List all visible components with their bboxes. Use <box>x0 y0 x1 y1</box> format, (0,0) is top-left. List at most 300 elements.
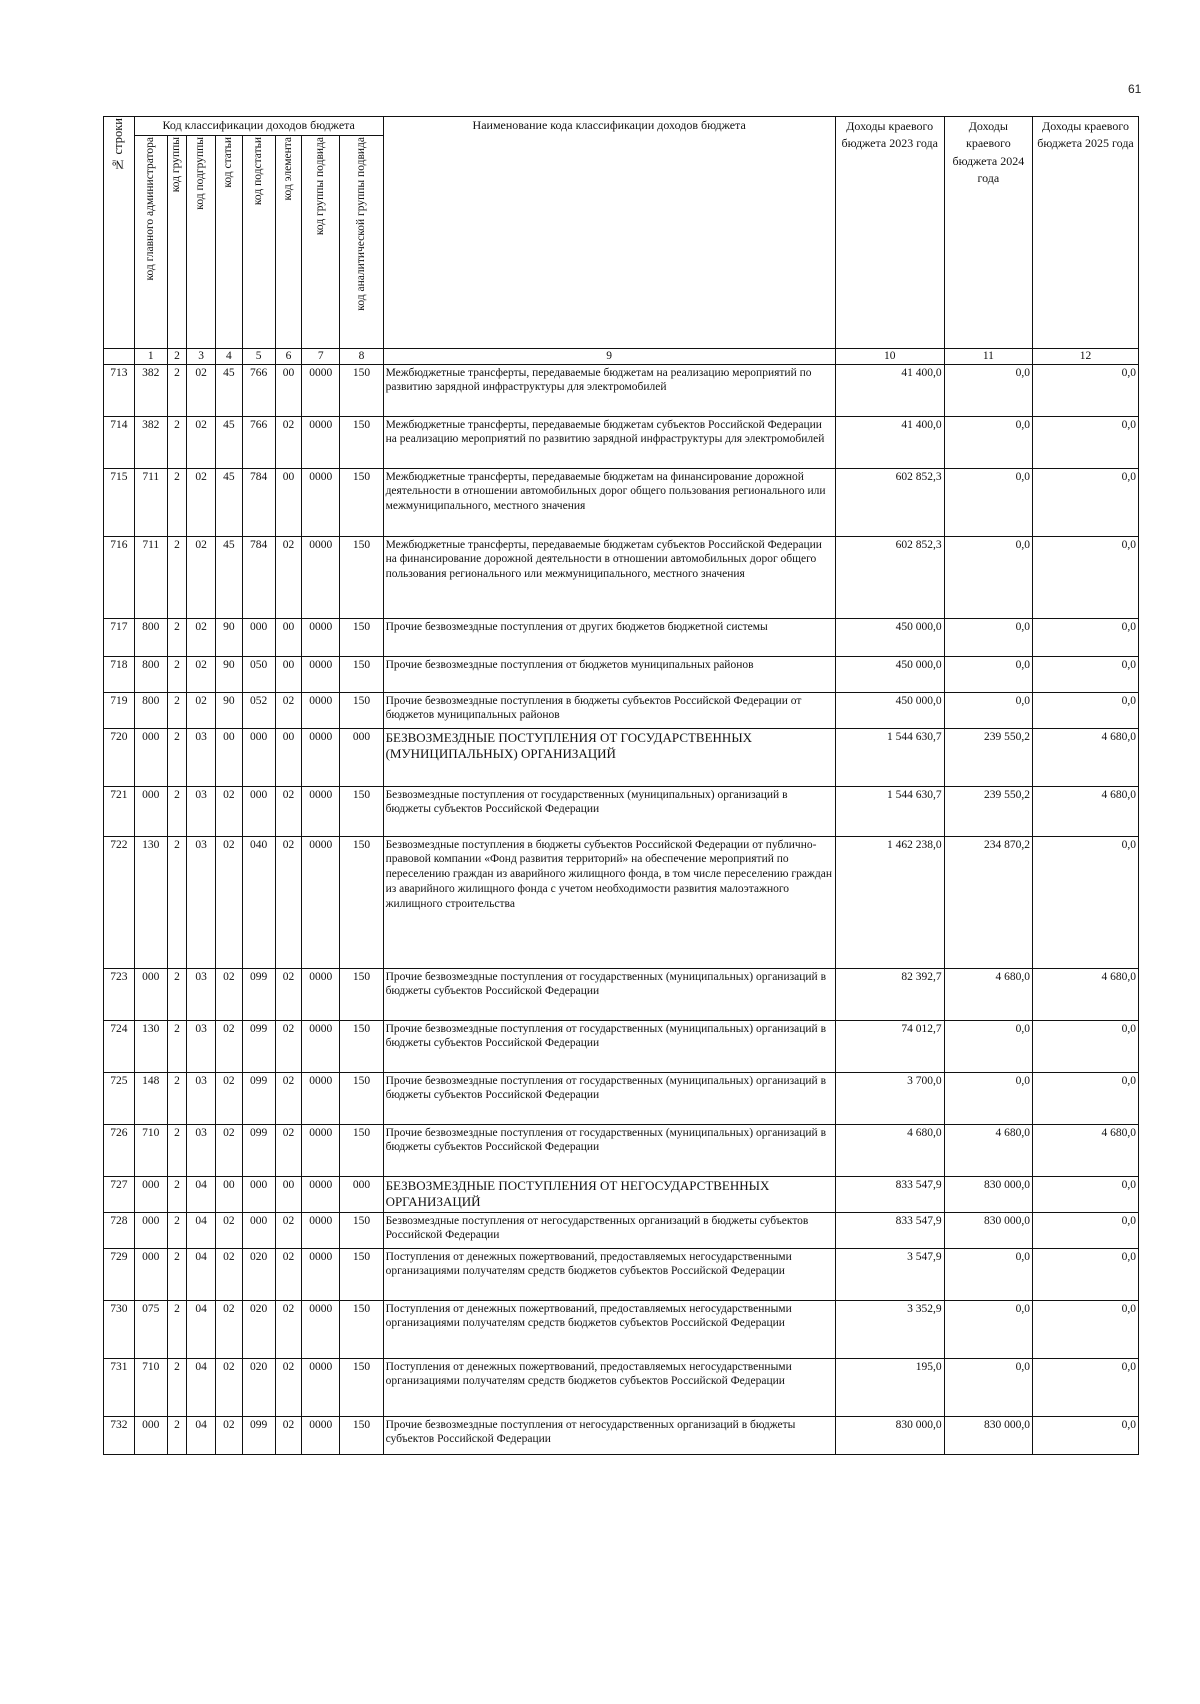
subtype-group-code-cell: 0000 <box>302 656 340 692</box>
subtype-group-code-cell: 0000 <box>302 536 340 618</box>
revenue-2025-cell: 0,0 <box>1033 1212 1139 1248</box>
admin-code-cell: 710 <box>134 1124 167 1176</box>
code-name-cell: Межбюджетные трансферты, передаваемые бюджетам субъектов Российской Федерации на финансирование дорожной деятельности в отношении автомобильных дорог общего пользования регионального или межмуниципального, местного значения <box>383 536 835 618</box>
group-code-cell: 2 <box>167 836 187 968</box>
analytic-group-code-cell: 150 <box>340 536 383 618</box>
analytic-group-code-cell: 150 <box>340 1300 383 1358</box>
table-row <box>104 468 1139 536</box>
subarticle-code-cell: 099 <box>242 1416 275 1454</box>
row-number-cell: 729 <box>104 1248 135 1300</box>
revenue-2025-cell: 0,0 <box>1033 1358 1139 1416</box>
subgroup-code-cell: 04 <box>187 1358 216 1416</box>
subtype-group-code-cell: 0000 <box>302 692 340 728</box>
revenue-2024-cell: 0,0 <box>944 1248 1032 1300</box>
analytic-group-code-cell: 150 <box>340 968 383 1020</box>
subgroup-code-cell: 02 <box>187 536 216 618</box>
revenue-2024-cell: 830 000,0 <box>944 1212 1032 1248</box>
subtype-group-code-cell: 0000 <box>302 1300 340 1358</box>
revenue-2024-cell: 0,0 <box>944 618 1032 656</box>
row-number-cell: 730 <box>104 1300 135 1358</box>
group-code-cell: 2 <box>167 1176 187 1212</box>
group-code-cell: 2 <box>167 1072 187 1124</box>
subgroup-code-cell: 02 <box>187 468 216 536</box>
table-row <box>104 618 1139 656</box>
subgroup-code-cell: 03 <box>187 968 216 1020</box>
revenue-2025-cell: 4 680,0 <box>1033 968 1139 1020</box>
row-number-cell: 727 <box>104 1176 135 1212</box>
subtype-group-code-cell: 0000 <box>302 968 340 1020</box>
code-name-cell: Прочие безвозмездные поступления от государственных (муниципальных) организаций в бюджеты субъектов Российской Федерации <box>383 1020 835 1072</box>
subgroup-code-cell: 04 <box>187 1212 216 1248</box>
code-name-cell: БЕЗВОЗМЕЗДНЫЕ ПОСТУПЛЕНИЯ ОТ НЕГОСУДАРСТВЕННЫХ ОРГАНИЗАЦИЙ <box>383 1176 835 1212</box>
code-name-cell: Прочие безвозмездные поступления от негосударственных организаций в бюджеты субъектов Российской Федерации <box>383 1416 835 1454</box>
revenue-2025-cell: 0,0 <box>1033 1300 1139 1358</box>
subtype-group-code-cell: 0000 <box>302 1416 340 1454</box>
code-name-cell: Прочие безвозмездные поступления в бюджеты субъектов Российской Федерации от бюджетов муниципальных районов <box>383 692 835 728</box>
element-code-cell: 00 <box>275 656 302 692</box>
code-name-cell: Прочие безвозмездные поступления от государственных (муниципальных) организаций в бюджеты субъектов Российской Федерации <box>383 1072 835 1124</box>
group-code-cell: 2 <box>167 1248 187 1300</box>
element-code-cell: 02 <box>275 536 302 618</box>
revenue-2024-cell: 234 870,2 <box>944 836 1032 968</box>
code-name-cell: Поступления от денежных пожертвований, предоставляемых негосударственными организациями получателям средств бюджетов субъектов Российской Федерации <box>383 1300 835 1358</box>
group-code-cell: 2 <box>167 364 187 416</box>
table-row <box>104 416 1139 468</box>
header-subarticle-code: код подстатьи <box>242 136 275 349</box>
column-number: 9 <box>383 349 835 365</box>
group-code-cell: 2 <box>167 536 187 618</box>
revenue-2024-cell: 0,0 <box>944 656 1032 692</box>
subgroup-code-cell: 04 <box>187 1416 216 1454</box>
row-number-cell: 719 <box>104 692 135 728</box>
element-code-cell: 02 <box>275 836 302 968</box>
analytic-group-code-cell: 150 <box>340 692 383 728</box>
header-revenue-2023: Доходы краевого бюджета 2023 года <box>835 117 944 349</box>
row-number-cell: 726 <box>104 1124 135 1176</box>
admin-code-cell: 000 <box>134 1416 167 1454</box>
subtype-group-code-cell: 0000 <box>302 1124 340 1176</box>
analytic-group-code-cell: 000 <box>340 728 383 786</box>
analytic-group-code-cell: 150 <box>340 1248 383 1300</box>
admin-code-cell: 148 <box>134 1072 167 1124</box>
table-body <box>104 364 1139 1454</box>
subarticle-code-cell: 050 <box>242 656 275 692</box>
revenue-2024-cell: 0,0 <box>944 416 1032 468</box>
column-number: 3 <box>187 349 216 365</box>
subtype-group-code-cell: 0000 <box>302 1072 340 1124</box>
analytic-group-code-cell: 150 <box>340 656 383 692</box>
header-admin-code: код главного администратора <box>134 136 167 349</box>
code-name-cell: Межбюджетные трансферты, передаваемые бюджетам на финансирование дорожной деятельности в отношении автомобильных дорог общего пользования регионального или межмуниципального, местного значения <box>383 468 835 536</box>
header-group-code: код группы <box>167 136 187 349</box>
revenue-2023-cell: 3 352,9 <box>835 1300 944 1358</box>
row-number-cell: 723 <box>104 968 135 1020</box>
revenue-2023-cell: 1 544 630,7 <box>835 786 944 836</box>
admin-code-cell: 000 <box>134 968 167 1020</box>
article-code-cell: 45 <box>215 416 242 468</box>
revenue-2024-cell: 0,0 <box>944 1300 1032 1358</box>
revenue-2025-cell: 4 680,0 <box>1033 1124 1139 1176</box>
header-element-code: код элемента <box>275 136 302 349</box>
article-code-cell: 45 <box>215 468 242 536</box>
table-row <box>104 1358 1139 1416</box>
article-code-cell: 02 <box>215 1072 242 1124</box>
admin-code-cell: 711 <box>134 468 167 536</box>
article-code-cell: 02 <box>215 786 242 836</box>
revenue-2024-cell: 0,0 <box>944 1020 1032 1072</box>
column-number: 12 <box>1033 349 1139 365</box>
subtype-group-code-cell: 0000 <box>302 1212 340 1248</box>
element-code-cell: 02 <box>275 1212 302 1248</box>
subtype-group-code-cell: 0000 <box>302 1020 340 1072</box>
analytic-group-code-cell: 150 <box>340 1072 383 1124</box>
revenue-2025-cell: 0,0 <box>1033 1416 1139 1454</box>
header-subgroup-code: код подгруппы <box>187 136 216 349</box>
subtype-group-code-cell: 0000 <box>302 416 340 468</box>
code-name-cell: Прочие безвозмездные поступления от государственных (муниципальных) организаций в бюджеты субъектов Российской Федерации <box>383 968 835 1020</box>
subgroup-code-cell: 02 <box>187 416 216 468</box>
revenue-2024-cell: 0,0 <box>944 364 1032 416</box>
table-row <box>104 656 1139 692</box>
revenue-2025-cell: 0,0 <box>1033 536 1139 618</box>
revenue-2024-cell: 0,0 <box>944 536 1032 618</box>
group-code-cell: 2 <box>167 968 187 1020</box>
code-name-cell: Прочие безвозмездные поступления от бюджетов муниципальных районов <box>383 656 835 692</box>
element-code-cell: 00 <box>275 728 302 786</box>
subtype-group-code-cell: 0000 <box>302 786 340 836</box>
revenue-2025-cell: 0,0 <box>1033 1176 1139 1212</box>
admin-code-cell: 000 <box>134 1176 167 1212</box>
analytic-group-code-cell: 150 <box>340 364 383 416</box>
group-code-cell: 2 <box>167 728 187 786</box>
table-row <box>104 364 1139 416</box>
table-row <box>104 1124 1139 1176</box>
row-number-cell: 731 <box>104 1358 135 1416</box>
row-number-cell: 722 <box>104 836 135 968</box>
article-code-cell: 02 <box>215 1300 242 1358</box>
subgroup-code-cell: 04 <box>187 1300 216 1358</box>
admin-code-cell: 382 <box>134 416 167 468</box>
subarticle-code-cell: 784 <box>242 468 275 536</box>
subgroup-code-cell: 03 <box>187 1124 216 1176</box>
revenue-2023-cell: 82 392,7 <box>835 968 944 1020</box>
header-article-code: код статьи <box>215 136 242 349</box>
subtype-group-code-cell: 0000 <box>302 468 340 536</box>
column-number <box>104 349 135 365</box>
revenue-2024-cell: 4 680,0 <box>944 968 1032 1020</box>
analytic-group-code-cell: 150 <box>340 1416 383 1454</box>
subarticle-code-cell: 099 <box>242 1072 275 1124</box>
header-code-name: Наименование кода классификации доходов бюджета <box>383 117 835 349</box>
subtype-group-code-cell: 0000 <box>302 618 340 656</box>
element-code-cell: 02 <box>275 692 302 728</box>
table-row <box>104 786 1139 836</box>
subgroup-code-cell: 03 <box>187 728 216 786</box>
row-number-cell: 725 <box>104 1072 135 1124</box>
admin-code-cell: 000 <box>134 786 167 836</box>
revenue-2025-cell: 0,0 <box>1033 1072 1139 1124</box>
analytic-group-code-cell: 150 <box>340 836 383 968</box>
group-code-cell: 2 <box>167 1358 187 1416</box>
column-number: 10 <box>835 349 944 365</box>
element-code-cell: 02 <box>275 786 302 836</box>
group-code-cell: 2 <box>167 1020 187 1072</box>
table-row <box>104 1212 1139 1248</box>
subarticle-code-cell: 784 <box>242 536 275 618</box>
code-name-cell: Прочие безвозмездные поступления от других бюджетов бюджетной системы <box>383 618 835 656</box>
article-code-cell: 02 <box>215 1212 242 1248</box>
article-code-cell: 00 <box>215 1176 242 1212</box>
code-name-cell: Межбюджетные трансферты, передаваемые бюджетам субъектов Российской Федерации на реализацию мероприятий по развитию зарядной инфраструктуры для электромобилей <box>383 416 835 468</box>
revenue-2024-cell: 0,0 <box>944 1072 1032 1124</box>
table-row <box>104 536 1139 618</box>
table-row <box>104 1072 1139 1124</box>
analytic-group-code-cell: 150 <box>340 1358 383 1416</box>
revenue-2024-cell: 239 550,2 <box>944 728 1032 786</box>
subarticle-code-cell: 000 <box>242 618 275 656</box>
table-row <box>104 1020 1139 1072</box>
group-code-cell: 2 <box>167 692 187 728</box>
table-row <box>104 692 1139 728</box>
column-numbers-row <box>104 349 1139 365</box>
revenue-2023-cell: 450 000,0 <box>835 656 944 692</box>
code-name-cell: Прочие безвозмездные поступления от государственных (муниципальных) организаций в бюджеты субъектов Российской Федерации <box>383 1124 835 1176</box>
code-name-cell: Безвозмездные поступления от государственных (муниципальных) организаций в бюджеты субъектов Российской Федерации <box>383 786 835 836</box>
revenue-2023-cell: 3 700,0 <box>835 1072 944 1124</box>
element-code-cell: 02 <box>275 968 302 1020</box>
article-code-cell: 00 <box>215 728 242 786</box>
subtype-group-code-cell: 0000 <box>302 364 340 416</box>
code-name-cell: Поступления от денежных пожертвований, предоставляемых негосударственными организациями получателям средств бюджетов субъектов Российской Федерации <box>383 1248 835 1300</box>
admin-code-cell: 800 <box>134 618 167 656</box>
article-code-cell: 90 <box>215 618 242 656</box>
revenue-2023-cell: 41 400,0 <box>835 364 944 416</box>
code-name-cell: Безвозмездные поступления в бюджеты субъектов Российской Федерации от публично-правовой компании «Фонд развития территорий» на обеспечение мероприятий по переселению граждан из аварийного жилищного фонда, в том числе переселению граждан из аварийного жилищного фонда с учетом необходимости развития малоэтажного жилищного строительства <box>383 836 835 968</box>
element-code-cell: 02 <box>275 1358 302 1416</box>
subgroup-code-cell: 04 <box>187 1248 216 1300</box>
subarticle-code-cell: 040 <box>242 836 275 968</box>
revenue-2025-cell: 0,0 <box>1033 468 1139 536</box>
analytic-group-code-cell: 150 <box>340 618 383 656</box>
revenue-2023-cell: 4 680,0 <box>835 1124 944 1176</box>
revenue-2024-cell: 0,0 <box>944 468 1032 536</box>
element-code-cell: 00 <box>275 468 302 536</box>
row-number-cell: 714 <box>104 416 135 468</box>
admin-code-cell: 000 <box>134 1212 167 1248</box>
subtype-group-code-cell: 0000 <box>302 1176 340 1212</box>
article-code-cell: 45 <box>215 536 242 618</box>
header-subtype-group-code: код группы подвида <box>302 136 340 349</box>
element-code-cell: 02 <box>275 1300 302 1358</box>
revenue-2023-cell: 41 400,0 <box>835 416 944 468</box>
element-code-cell: 02 <box>275 416 302 468</box>
group-code-cell: 2 <box>167 468 187 536</box>
subgroup-code-cell: 04 <box>187 1176 216 1212</box>
admin-code-cell: 075 <box>134 1300 167 1358</box>
revenue-2023-cell: 195,0 <box>835 1358 944 1416</box>
subgroup-code-cell: 02 <box>187 364 216 416</box>
revenue-2023-cell: 602 852,3 <box>835 468 944 536</box>
article-code-cell: 02 <box>215 836 242 968</box>
table-row <box>104 1300 1139 1358</box>
group-code-cell: 2 <box>167 1212 187 1248</box>
revenue-2024-cell: 830 000,0 <box>944 1416 1032 1454</box>
subtype-group-code-cell: 0000 <box>302 1358 340 1416</box>
group-code-cell: 2 <box>167 656 187 692</box>
header-classification-code-group: Код классификации доходов бюджета <box>134 117 383 136</box>
revenue-2023-cell: 833 547,9 <box>835 1176 944 1212</box>
subarticle-code-cell: 766 <box>242 364 275 416</box>
group-code-cell: 2 <box>167 1124 187 1176</box>
admin-code-cell: 130 <box>134 1020 167 1072</box>
subarticle-code-cell: 020 <box>242 1248 275 1300</box>
article-code-cell: 02 <box>215 968 242 1020</box>
header-row-number: № строки <box>104 117 135 349</box>
group-code-cell: 2 <box>167 1300 187 1358</box>
row-number-cell: 718 <box>104 656 135 692</box>
element-code-cell: 02 <box>275 1416 302 1454</box>
subarticle-code-cell: 099 <box>242 1124 275 1176</box>
element-code-cell: 02 <box>275 1248 302 1300</box>
revenue-2023-cell: 450 000,0 <box>835 692 944 728</box>
subgroup-code-cell: 03 <box>187 1020 216 1072</box>
revenue-2023-cell: 1 544 630,7 <box>835 728 944 786</box>
revenue-2025-cell: 0,0 <box>1033 656 1139 692</box>
article-code-cell: 02 <box>215 1248 242 1300</box>
revenue-2023-cell: 450 000,0 <box>835 618 944 656</box>
subtype-group-code-cell: 0000 <box>302 1248 340 1300</box>
column-number: 6 <box>275 349 302 365</box>
row-number-cell: 717 <box>104 618 135 656</box>
subgroup-code-cell: 03 <box>187 836 216 968</box>
revenue-2024-cell: 0,0 <box>944 1358 1032 1416</box>
revenue-2025-cell: 0,0 <box>1033 1248 1139 1300</box>
analytic-group-code-cell: 150 <box>340 468 383 536</box>
element-code-cell: 00 <box>275 364 302 416</box>
article-code-cell: 02 <box>215 1020 242 1072</box>
admin-code-cell: 800 <box>134 692 167 728</box>
column-number: 4 <box>215 349 242 365</box>
table-row <box>104 1248 1139 1300</box>
element-code-cell: 00 <box>275 1176 302 1212</box>
subarticle-code-cell: 000 <box>242 786 275 836</box>
header-revenue-2025: Доходы краевого бюджета 2025 года <box>1033 117 1139 349</box>
revenue-2024-cell: 830 000,0 <box>944 1176 1032 1212</box>
article-code-cell: 90 <box>215 656 242 692</box>
subarticle-code-cell: 766 <box>242 416 275 468</box>
article-code-cell: 02 <box>215 1124 242 1176</box>
admin-code-cell: 130 <box>134 836 167 968</box>
revenue-2023-cell: 830 000,0 <box>835 1416 944 1454</box>
subarticle-code-cell: 099 <box>242 1020 275 1072</box>
subtype-group-code-cell: 0000 <box>302 728 340 786</box>
column-number: 8 <box>340 349 383 365</box>
table-row <box>104 1416 1139 1454</box>
revenue-2024-cell: 4 680,0 <box>944 1124 1032 1176</box>
row-number-cell: 713 <box>104 364 135 416</box>
subarticle-code-cell: 020 <box>242 1358 275 1416</box>
column-number: 7 <box>302 349 340 365</box>
group-code-cell: 2 <box>167 416 187 468</box>
revenue-2025-cell: 4 680,0 <box>1033 728 1139 786</box>
header-analytic-group-code: код аналитической группы подвида <box>340 136 383 349</box>
analytic-group-code-cell: 150 <box>340 1212 383 1248</box>
admin-code-cell: 800 <box>134 656 167 692</box>
element-code-cell: 02 <box>275 1072 302 1124</box>
revenue-2024-cell: 239 550,2 <box>944 786 1032 836</box>
code-name-cell: Безвозмездные поступления от негосударственных организаций в бюджеты субъектов Российской Федерации <box>383 1212 835 1248</box>
row-number-cell: 716 <box>104 536 135 618</box>
budget-revenue-table <box>103 116 1139 1455</box>
subarticle-code-cell: 052 <box>242 692 275 728</box>
subarticle-code-cell: 000 <box>242 1176 275 1212</box>
revenue-2025-cell: 0,0 <box>1033 1020 1139 1072</box>
revenue-2023-cell: 3 547,9 <box>835 1248 944 1300</box>
subarticle-code-cell: 000 <box>242 728 275 786</box>
analytic-group-code-cell: 150 <box>340 786 383 836</box>
article-code-cell: 02 <box>215 1416 242 1454</box>
revenue-2025-cell: 4 680,0 <box>1033 786 1139 836</box>
subgroup-code-cell: 03 <box>187 1072 216 1124</box>
analytic-group-code-cell: 150 <box>340 1124 383 1176</box>
table-row <box>104 836 1139 968</box>
row-number-cell: 732 <box>104 1416 135 1454</box>
table-row <box>104 968 1139 1020</box>
subgroup-code-cell: 03 <box>187 786 216 836</box>
group-code-cell: 2 <box>167 786 187 836</box>
row-number-cell: 724 <box>104 1020 135 1072</box>
article-code-cell: 02 <box>215 1358 242 1416</box>
subgroup-code-cell: 02 <box>187 692 216 728</box>
row-number-cell: 721 <box>104 786 135 836</box>
group-code-cell: 2 <box>167 618 187 656</box>
group-code-cell: 2 <box>167 1416 187 1454</box>
table-row <box>104 728 1139 786</box>
article-code-cell: 90 <box>215 692 242 728</box>
admin-code-cell: 711 <box>134 536 167 618</box>
subarticle-code-cell: 099 <box>242 968 275 1020</box>
admin-code-cell: 382 <box>134 364 167 416</box>
revenue-2023-cell: 833 547,9 <box>835 1212 944 1248</box>
column-number: 5 <box>242 349 275 365</box>
subarticle-code-cell: 020 <box>242 1300 275 1358</box>
column-number: 2 <box>167 349 187 365</box>
revenue-2025-cell: 0,0 <box>1033 364 1139 416</box>
element-code-cell: 02 <box>275 1124 302 1176</box>
revenue-2025-cell: 0,0 <box>1033 416 1139 468</box>
page-number: 61 <box>1128 82 1142 96</box>
analytic-group-code-cell: 150 <box>340 1020 383 1072</box>
element-code-cell: 00 <box>275 618 302 656</box>
revenue-2023-cell: 1 462 238,0 <box>835 836 944 968</box>
revenue-2025-cell: 0,0 <box>1033 618 1139 656</box>
admin-code-cell: 000 <box>134 1248 167 1300</box>
subarticle-code-cell: 000 <box>242 1212 275 1248</box>
header-revenue-2024: Доходы краевого бюджета 2024 года <box>944 117 1032 349</box>
code-name-cell: Межбюджетные трансферты, передаваемые бюджетам на реализацию мероприятий по развитию зарядной инфраструктуры для электромобилей <box>383 364 835 416</box>
analytic-group-code-cell: 150 <box>340 416 383 468</box>
row-number-cell: 720 <box>104 728 135 786</box>
code-name-cell: БЕЗВОЗМЕЗДНЫЕ ПОСТУПЛЕНИЯ ОТ ГОСУДАРСТВЕННЫХ (МУНИЦИПАЛЬНЫХ) ОРГАНИЗАЦИЙ <box>383 728 835 786</box>
table-row <box>104 1176 1139 1212</box>
revenue-2025-cell: 0,0 <box>1033 836 1139 968</box>
subgroup-code-cell: 02 <box>187 656 216 692</box>
analytic-group-code-cell: 000 <box>340 1176 383 1212</box>
column-number: 1 <box>134 349 167 365</box>
admin-code-cell: 000 <box>134 728 167 786</box>
code-name-cell: Поступления от денежных пожертвований, предоставляемых негосударственными организациями получателям средств бюджетов субъектов Российской Федерации <box>383 1358 835 1416</box>
subtype-group-code-cell: 0000 <box>302 836 340 968</box>
